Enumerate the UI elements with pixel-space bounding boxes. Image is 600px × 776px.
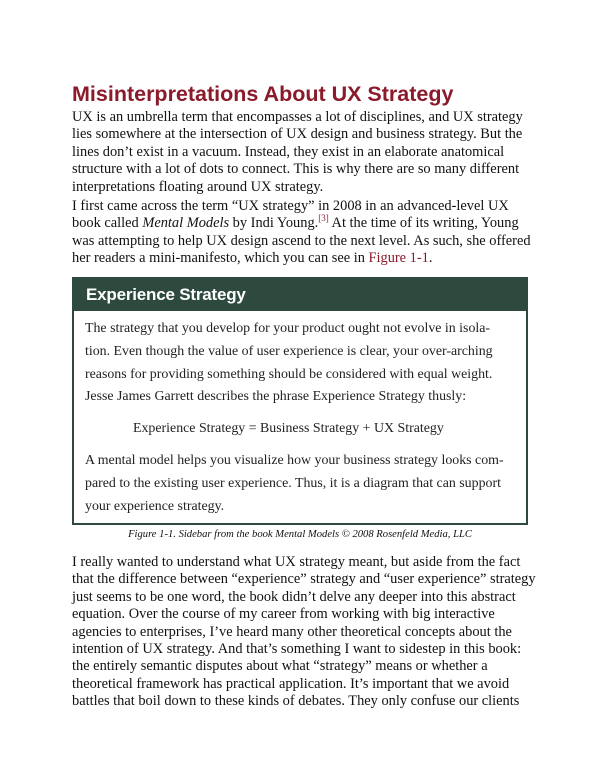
text-segment: book called [72,215,143,232]
text-line: was attempting to help UX design ascend to the next level. As such, she offered [72,232,531,249]
figure-caption: Figure 1-1. Sidebar from the book Mental Models © 2008 Rosenfeld Media, LLC [128,529,472,540]
sidebar-figure [72,277,528,525]
paragraph-intro [72,109,528,196]
text-segment: by Indi Young. [229,215,319,232]
text-line: agencies to enterprises, I’ve heard many other theoretical concepts about the [72,623,512,640]
text-segment: her readers a mini-manifesto, which you can see in [72,250,369,267]
text-line: lies somewhere at the intersection of UX design and business strategy. But the [72,126,523,143]
text-line: I first came across the term “UX strategy” in 2008 in an advanced-level UX [72,198,509,214]
paragraph-first-encounter [72,198,531,268]
sidebar-line: Jesse James Garrett describes the phrase Experience Strategy thusly: [85,389,467,405]
text-segment: At the time of its writing, Young [328,215,519,232]
text-line [72,215,528,232]
book-title: Mental Models [142,215,230,232]
text-line: I really wanted to understand what UX strategy meant, but aside from the fact [72,554,521,570]
text-line: battles that boil down to these kinds of debates. They only confuse our clients [72,693,520,710]
text-line: intention of UX strategy. And that’s something I want to sidestep in this book: [72,640,522,657]
text-line: that the difference between “experience” strategy and “user experience” strategy [72,571,536,588]
text-line: just seems to be one word, the book didn’t delve any deeper into this abstract [72,588,516,605]
text-segment: . [428,250,433,267]
text-line: lines don’t exist in a vacuum. Instead, they exist in an elaborate anatomical [72,143,505,160]
sidebar-line: tion. Even though the value of user experience is clear, your over-arching [85,343,493,359]
text-line: structure with a lot of dots to connect. This is why there are so many different [72,161,520,178]
sidebar-line: reasons for providing something should be considered with equal weight. [85,366,493,382]
sidebar-line: pared to the existing user experience. Thus, it is a diagram that can support [85,475,501,491]
text-line [72,250,528,267]
sidebar-line: A mental model helps you visualize how your business strategy looks com- [85,452,504,468]
strategy-formula: Experience Strategy = Business Strategy + UX Strategy [133,421,444,437]
footnote-link[interactable]: [3] [318,213,329,224]
text-line: equation. Over the course of my career from working with big interactive [72,606,495,623]
sidebar-line: The strategy that you develop for your product ought not evolve in isola- [85,321,491,336]
text-line: interpretations floating around UX strategy. [72,178,324,195]
paragraph-understanding [72,554,536,711]
text-line: the entirely semantic disputes about what “strategy” means or whether a [72,658,488,675]
section-heading: Misinterpretations About UX Strategy [72,82,454,106]
text-line: theoretical framework has practical application. It’s important that we avoid [72,675,510,692]
text-line: UX is an umbrella term that encompasses a lot of disciplines, and UX strategy [72,109,523,125]
figure-link[interactable]: Figure 1-1 [368,250,429,267]
sidebar-line: your experience strategy. [85,498,225,514]
sidebar-title: Experience Strategy [74,279,526,311]
sidebar-body [74,311,526,518]
